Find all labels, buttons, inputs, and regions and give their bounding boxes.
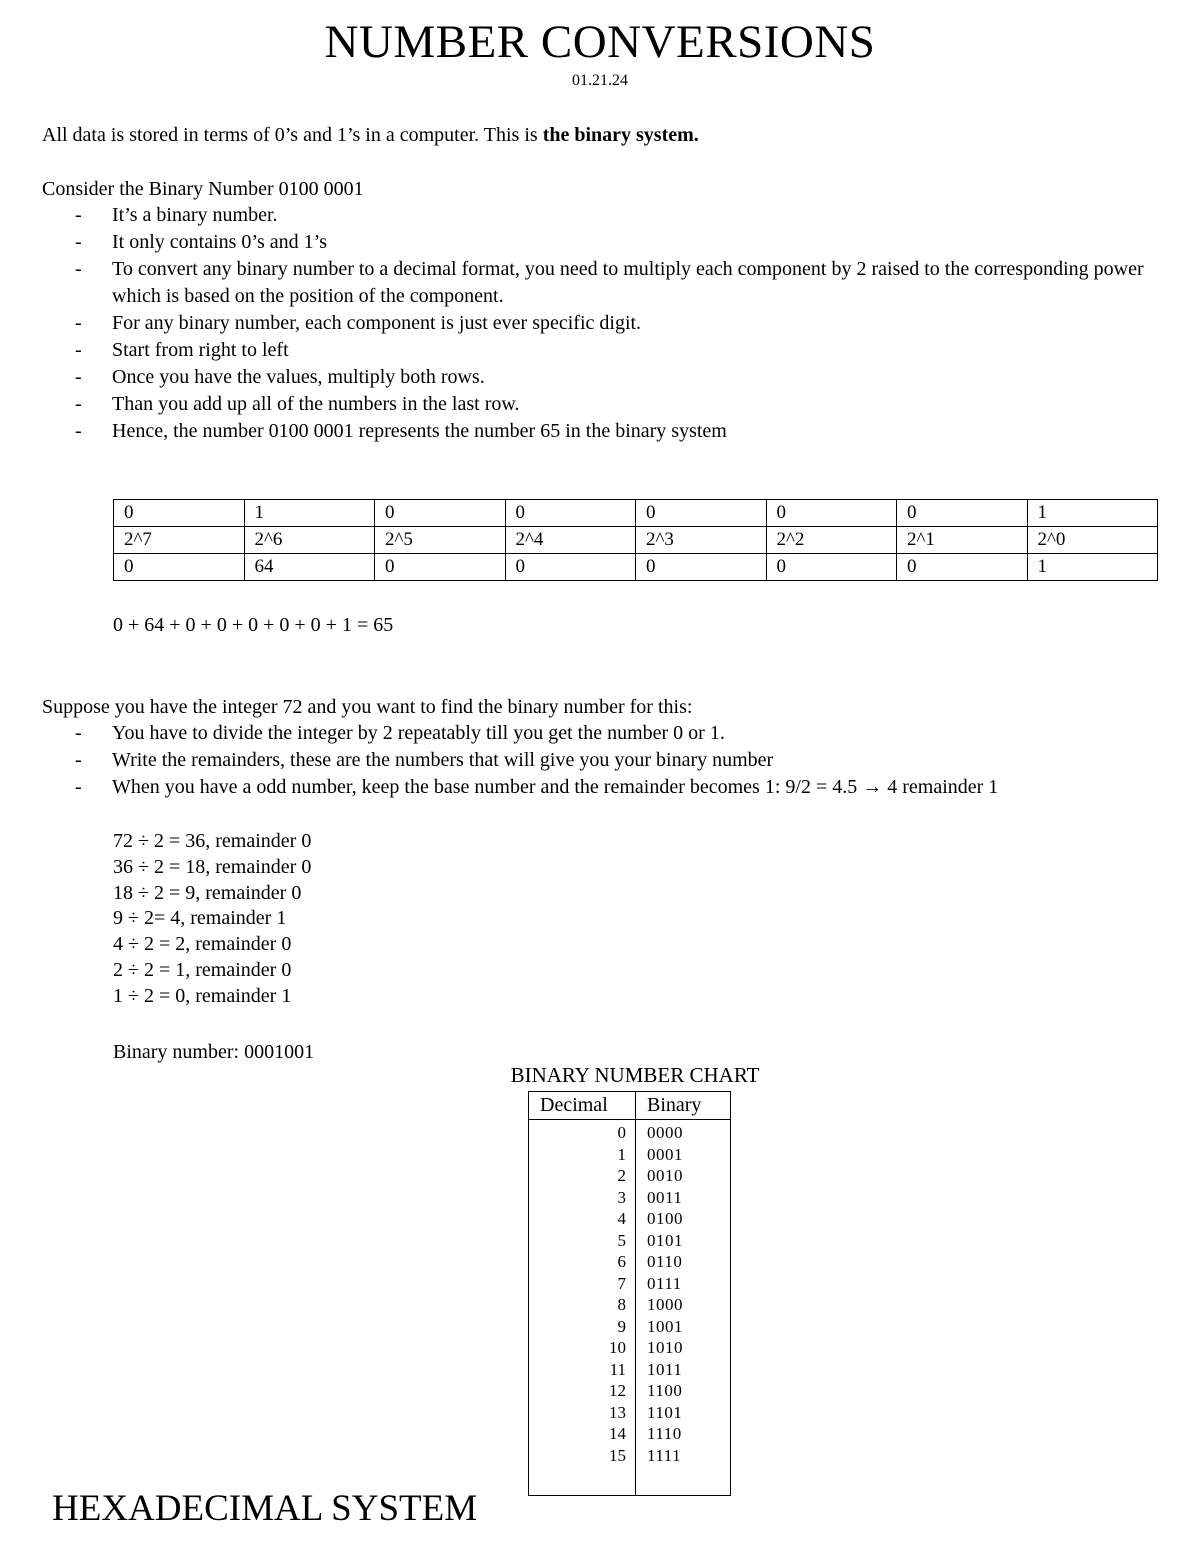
division-step: 72 ÷ 2 = 36, remainder 0	[113, 830, 312, 852]
chart-decimal-value: 6	[617, 1252, 626, 1271]
table-cell: 0	[897, 554, 1028, 581]
chart-binary-value: 1110	[647, 1424, 682, 1443]
chart-decimal-value: 14	[609, 1424, 626, 1443]
chart-row	[529, 1208, 730, 1230]
chart-row	[529, 1445, 730, 1467]
chart-binary-value: 0100	[647, 1209, 683, 1228]
chart-row	[529, 1165, 730, 1187]
chart-row	[529, 1402, 730, 1424]
section1-bullet-list	[42, 202, 1152, 445]
chart-header-divider	[529, 1119, 730, 1120]
list-item: - When you have a odd number, keep the base number and the remainder becomes 1: 9/2 = 4.5 → 4 remainder 1	[42, 774, 1200, 801]
chart-header-binary: Binary	[647, 1094, 702, 1116]
table-cell: 0	[766, 554, 897, 581]
chart-row	[529, 1423, 730, 1445]
chart-binary-value: 1000	[647, 1295, 683, 1314]
table-cell: 0	[375, 554, 506, 581]
list-item: - It’s a binary number.	[42, 202, 1152, 229]
list-item: - Than you add up all of the numbers in the last row.	[42, 391, 1152, 418]
binary-result: Binary number: 0001001	[113, 1041, 315, 1063]
table-cell: 0	[505, 500, 636, 527]
division-step: 4 ÷ 2 = 2, remainder 0	[113, 933, 292, 956]
table-cell: 2^6	[244, 527, 375, 554]
chart-row	[529, 1316, 730, 1338]
chart-binary-value: 0111	[647, 1273, 682, 1293]
table-cell: 0	[766, 500, 897, 527]
division-step: 9 ÷ 2= 4, remainder 1	[113, 907, 287, 930]
table-cell: 2^3	[636, 527, 767, 554]
chart-row	[529, 1251, 730, 1273]
chart-header-decimal: Decimal	[540, 1094, 608, 1116]
hexadecimal-heading: HEXADECIMAL SYSTEM	[52, 1488, 478, 1529]
sum-equation: 0 + 64 + 0 + 0 + 0 + 0 + 0 + 1 = 65	[113, 614, 394, 636]
binary-number-chart	[528, 1091, 731, 1496]
chart-decimal-value: 1	[617, 1144, 626, 1164]
chart-rows	[529, 1122, 730, 1466]
list-item: - Start from right to left	[42, 337, 1152, 364]
page-date: 01.21.24	[572, 72, 628, 89]
chart-decimal-value: 5	[617, 1230, 626, 1250]
chart-decimal-value: 4	[617, 1209, 626, 1228]
table-cell: 2^1	[897, 527, 1028, 554]
division-step: 2 ÷ 2 = 1, remainder 0	[113, 958, 292, 981]
table-cell: 2^2	[766, 527, 897, 554]
chart-row	[529, 1380, 730, 1402]
table-row	[114, 500, 1158, 527]
table-cell: 2^5	[375, 527, 506, 554]
chart-decimal-value: 8	[617, 1295, 626, 1314]
chart-decimal-value: 15	[609, 1445, 626, 1465]
chart-row	[529, 1122, 730, 1144]
chart-row	[529, 1230, 730, 1252]
chart-binary-value: 1001	[647, 1316, 683, 1336]
table-row	[114, 527, 1158, 554]
table-row	[114, 554, 1158, 581]
table-cell: 0	[636, 500, 767, 527]
table-cell: 2^4	[505, 527, 636, 554]
table-cell: 0	[114, 554, 245, 581]
table-cell: 0	[505, 554, 636, 581]
chart-decimal-value: 10	[609, 1338, 626, 1357]
intro-paragraph	[42, 122, 699, 148]
table-cell: 2^0	[1027, 527, 1158, 554]
section2-bullet-list	[42, 720, 1200, 801]
chart-binary-value: 1011	[647, 1359, 683, 1379]
division-step: 1 ÷ 2 = 0, remainder 1	[113, 984, 292, 1007]
chart-row	[529, 1294, 730, 1316]
section2-heading: Suppose you have the integer 72 and you want to find the binary number for this:	[42, 696, 693, 718]
page-title: NUMBER CONVERSIONS	[324, 16, 876, 68]
chart-binary-value: 1101	[647, 1402, 683, 1422]
list-item: - To convert any binary number to a decimal format, you need to multiply each component by 2 raised to the corresponding power which is based on the position of the component.	[42, 256, 1152, 310]
chart-decimal-value: 7	[617, 1273, 626, 1293]
section1-heading: Consider the Binary Number 0100 0001	[42, 178, 364, 200]
list-item: - Hence, the number 0100 0001 represents the number 65 in the binary system	[42, 418, 1152, 445]
chart-row	[529, 1273, 730, 1295]
chart-binary-value: 1111	[647, 1445, 682, 1465]
chart-row	[529, 1337, 730, 1359]
chart-binary-value: 0000	[647, 1123, 683, 1142]
division-step: 36 ÷ 2 = 18, remainder 0	[113, 855, 312, 878]
intro-bold-term: the binary system.	[542, 124, 699, 146]
chart-binary-value: 1100	[647, 1381, 683, 1400]
table-cell: 2^7	[114, 527, 245, 554]
chart-binary-value: 0010	[647, 1166, 683, 1185]
chart-decimal-value: 2	[617, 1166, 626, 1185]
table-cell: 0	[114, 500, 245, 527]
chart-decimal-value: 3	[617, 1187, 626, 1207]
chart-binary-value: 1010	[647, 1338, 683, 1357]
chart-decimal-value: 11	[609, 1359, 626, 1379]
chart-decimal-value: 13	[609, 1402, 626, 1422]
division-step: 18 ÷ 2 = 9, remainder 0	[113, 881, 302, 904]
intro-text: All data is stored in terms of 0’s and 1’s in a computer. This is	[42, 124, 543, 146]
list-item: - Write the remainders, these are the numbers that will give you your binary number	[42, 747, 1200, 774]
chart-row	[529, 1187, 730, 1209]
list-item: - For any binary number, each component is just ever specific digit.	[42, 310, 1152, 337]
division-steps	[113, 829, 311, 1010]
chart-decimal-value: 0	[617, 1123, 626, 1142]
table-cell: 1	[1027, 500, 1158, 527]
list-item: - Once you have the values, multiply both rows.	[42, 364, 1152, 391]
chart-binary-value: 0101	[647, 1230, 683, 1250]
table-cell: 1	[1027, 554, 1158, 581]
chart-binary-value: 0011	[647, 1187, 683, 1207]
chart-row	[529, 1144, 730, 1166]
chart-decimal-value: 9	[617, 1316, 626, 1336]
list-item: - You have to divide the integer by 2 repeatably till you get the number 0 or 1.	[42, 720, 1200, 747]
table-cell: 0	[897, 500, 1028, 527]
table-cell: 64	[244, 554, 375, 581]
chart-decimal-value: 12	[609, 1381, 626, 1400]
binary-conversion-table	[113, 499, 1158, 581]
table-cell: 1	[244, 500, 375, 527]
binary-chart-title: BINARY NUMBER CHART	[510, 1063, 760, 1087]
table-cell: 0	[636, 554, 767, 581]
chart-binary-value: 0001	[647, 1144, 683, 1164]
list-item: - It only contains 0’s and 1’s	[42, 229, 1152, 256]
chart-binary-value: 0110	[647, 1252, 683, 1271]
chart-row	[529, 1359, 730, 1381]
table-cell: 0	[375, 500, 506, 527]
